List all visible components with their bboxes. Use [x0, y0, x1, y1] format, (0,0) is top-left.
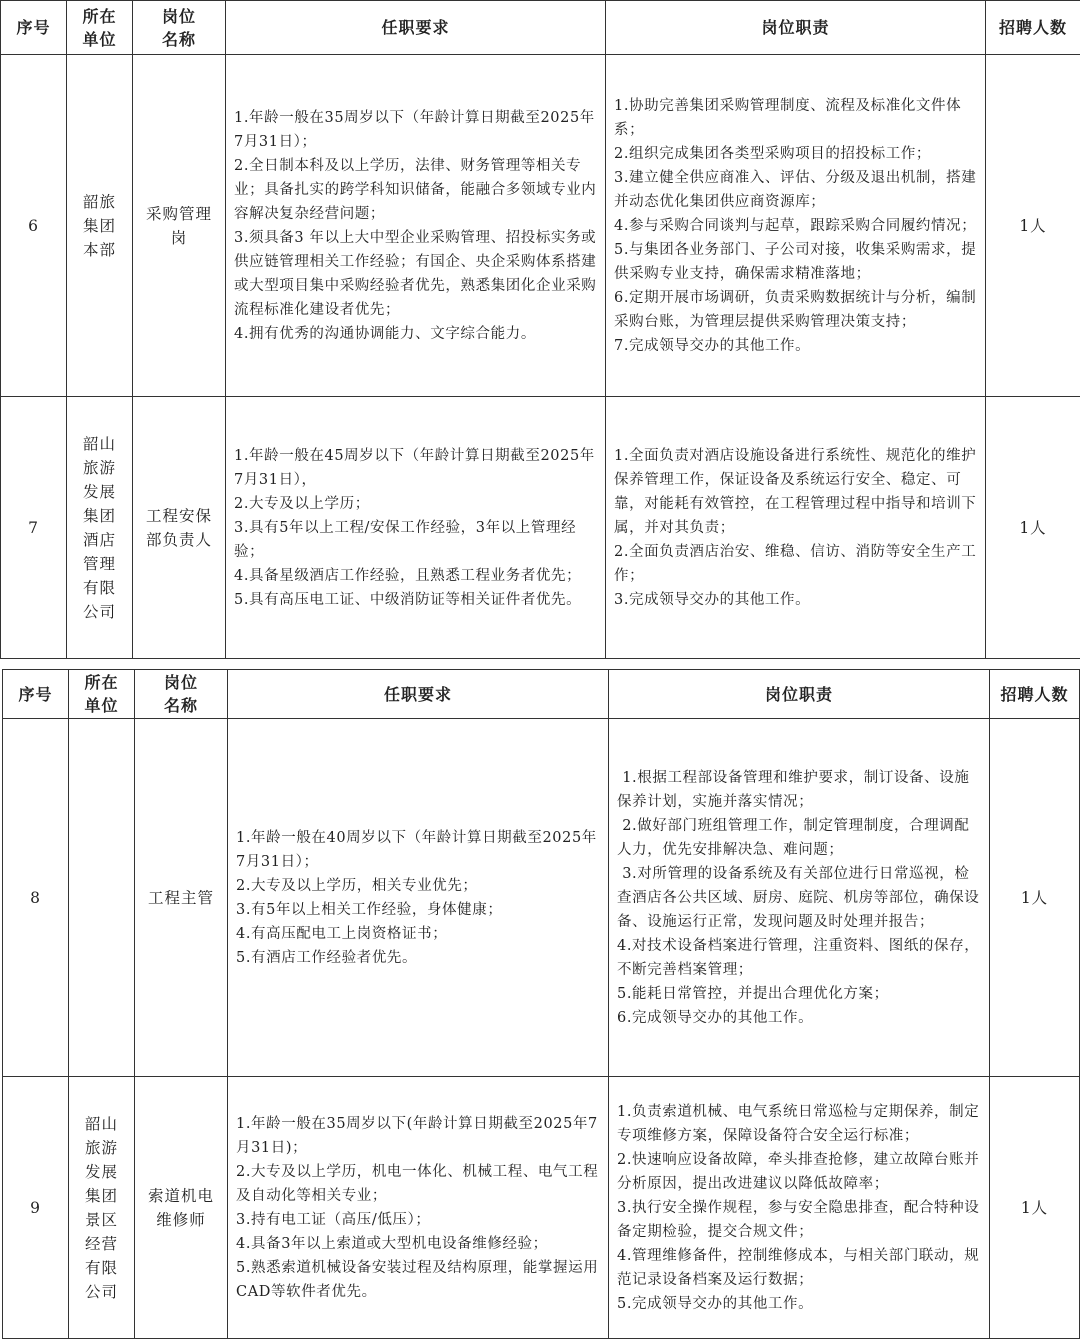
duty-item: 3.对所管理的设备系统及有关部位进行日常巡视，检查酒店各公共区域、厨房、庭院、机房等部位，确保设备、设施运行正常，发现问题及时处理并报告； [617, 865, 980, 930]
requirement-item: 5.有酒店工作经验者优先。 [236, 949, 418, 966]
row-no: 7 [1, 397, 67, 659]
duty-item: 2.做好部门班组管理工作，制定管理制度，合理调配人力，优先安排解决急、难问题； [617, 817, 970, 858]
table-row [3, 719, 1080, 1077]
duty-item: 3.完成领导交办的其他工作。 [614, 591, 811, 608]
row-unit: 韶旅集团本部 [67, 55, 133, 397]
duty-item: 4.对技术设备档案进行管理，注重资料、图纸的保存，不断完善档案管理； [617, 937, 980, 978]
row-requirements [226, 397, 606, 659]
row-unit: 韶山旅游发展集团景区经营有限公司 [69, 1077, 135, 1339]
row-count: 1人 [990, 719, 1080, 1077]
table-header-row [3, 670, 1080, 719]
row-duties [606, 397, 986, 659]
duty-item: 4.管理维修备件，控制维修成本，与相关部门联动，规范记录设备档案及运行数据； [617, 1247, 980, 1288]
header-requirements: 任职要求 [226, 1, 606, 55]
duty-item: 2.组织完成集团各类型采购项目的招投标工作； [614, 145, 932, 162]
header-no: 序号 [3, 670, 69, 719]
requirement-item: 3.有5年以上相关工作经验，身体健康； [236, 901, 503, 918]
header-count: 招聘人数 [986, 1, 1080, 55]
requirement-item: 1.年龄一般在40周岁以下（年龄计算日期截至2025年7月31日）； [236, 829, 597, 870]
table-row [3, 1077, 1080, 1339]
requirement-item: 5.熟悉索道机械设备安装过程及结构原理，能掌握运用CAD等软件者优先。 [236, 1259, 599, 1300]
row-requirements [226, 55, 606, 397]
duty-item: 4.参与采购合同谈判与起草，跟踪采购合同履约情况； [614, 217, 977, 234]
requirement-item: 3.具有5年以上工程/安保工作经验，3年以上管理经验； [234, 519, 577, 560]
duty-item: 5.完成领导交办的其他工作。 [617, 1295, 814, 1312]
table-row [1, 55, 1080, 397]
duty-item: 3.执行安全操作规程，参与安全隐患排查，配合特种设备定期检验，提交合规文件； [617, 1199, 980, 1240]
duty-item: 2.全面负责酒店治安、维稳、信访、消防等安全生产工作； [614, 543, 977, 584]
requirement-item: 2.大专及以上学历，相关专业优先； [236, 877, 478, 894]
table-row [1, 397, 1080, 659]
row-unit [69, 719, 135, 1077]
row-requirements [228, 719, 609, 1077]
requirement-item: 2.全日制本科及以上学历，法律、财务管理等相关专业；具备扎实的跨学科知识储备，能融合多领域专业内容解决复杂经营问题； [234, 157, 597, 222]
header-unit: 所在单位 [69, 670, 135, 719]
header-unit: 所在单位 [67, 1, 133, 55]
duty-item: 1.全面负责对酒店设施设备进行系统性、规范化的维护保养管理工作，保证设备及系统运行安全、稳定、可靠，对能耗有效管控，在工程管理过程中指导和培训下属，并对其负责； [614, 447, 977, 536]
duty-item: 2.快速响应设备故障，牵头排查抢修，建立故障台账并分析原因，提出改进建议以降低故障率； [617, 1151, 980, 1192]
requirement-item: 4.具备星级酒店工作经验，且熟悉工程业务者优先； [234, 567, 582, 584]
row-duties [609, 1077, 990, 1339]
row-position: 工程主管 [135, 719, 228, 1077]
duty-item: 1.负责索道机械、电气系统日常巡检与定期保养，制定专项维修方案，保障设备符合安全运行标准； [617, 1103, 980, 1144]
row-position: 索道机电维修师 [135, 1077, 228, 1339]
requirement-item: 2.大专及以上学历； [234, 495, 370, 512]
row-duties [606, 55, 986, 397]
row-count: 1人 [986, 397, 1080, 659]
requirement-item: 3.持有电工证（高压/低压）； [236, 1211, 431, 1228]
row-count: 1人 [990, 1077, 1080, 1339]
requirement-item: 3.须具备3 年以上大中型企业采购管理、招投标实务或供应链管理相关工作经验；有国企、央企采购体系搭建或大型项目集中采购经验者优先，熟悉集团化企业采购流程标准化建设者优先； [234, 229, 597, 318]
table-header-row [1, 1, 1080, 55]
row-position: 工程安保部负责人 [133, 397, 226, 659]
duty-item: 5.能耗日常管控，并提出合理优化方案； [617, 985, 889, 1002]
header-requirements: 任职要求 [228, 670, 609, 719]
header-count: 招聘人数 [990, 670, 1080, 719]
row-no: 9 [3, 1077, 69, 1339]
requirement-item: 1.年龄一般在35周岁以下（年龄计算日期截至2025年7月31日）； [234, 109, 595, 150]
recruitment-table-part-2 [2, 669, 1080, 1339]
duty-item: 6.定期开展市场调研，负责采购数据统计与分析，编制采购台账，为管理层提供采购管理决策支持； [614, 289, 977, 330]
header-no: 序号 [1, 1, 67, 55]
row-unit: 韶山旅游发展集团酒店管理有限公司 [67, 397, 133, 659]
requirement-item: 4.拥有优秀的沟通协调能力、文字综合能力。 [234, 325, 536, 342]
duty-item: 1.根据工程部设备管理和维护要求，制订设备、设施保养计划，实施并落实情况； [617, 769, 970, 810]
row-no: 8 [3, 719, 69, 1077]
duty-item: 1.协助完善集团采购管理制度、流程及标准化文件体系； [614, 97, 962, 138]
duty-item: 5.与集团各业务部门、子公司对接，收集采购需求，提供采购专业支持，确保需求精准落地； [614, 241, 977, 282]
duty-item: 7.完成领导交办的其他工作。 [614, 337, 811, 354]
requirement-item: 4.有高压配电工上岗资格证书； [236, 925, 448, 942]
header-position: 岗位名称 [133, 1, 226, 55]
requirement-item: 2.大专及以上学历，机电一体化、机械工程、电气工程及自动化等相关专业； [236, 1163, 599, 1204]
header-duties: 岗位职责 [606, 1, 986, 55]
header-duties: 岗位职责 [609, 670, 990, 719]
requirement-item: 5.具有高压电工证、中级消防证等相关证件者优先。 [234, 591, 582, 608]
header-position: 岗位名称 [135, 670, 228, 719]
row-duties [609, 719, 990, 1077]
requirement-item: 1.年龄一般在45周岁以下（年龄计算日期截至2025年7月31日）， [234, 447, 595, 488]
row-no: 6 [1, 55, 67, 397]
requirement-item: 4.具备3年以上索道或大型机电设备维修经验； [236, 1235, 548, 1252]
duty-item: 3.建立健全供应商准入、评估、分级及退出机制，搭建并动态优化集团供应商资源库； [614, 169, 977, 210]
recruitment-table-part-1 [0, 0, 1080, 659]
row-requirements [228, 1077, 609, 1339]
row-count: 1人 [986, 55, 1080, 397]
duty-item: 6.完成领导交办的其他工作。 [617, 1009, 814, 1026]
row-position: 采购管理岗 [133, 55, 226, 397]
requirement-item: 1.年龄一般在35周岁以下(年龄计算日期截至2025年7月31日)； [236, 1115, 598, 1156]
